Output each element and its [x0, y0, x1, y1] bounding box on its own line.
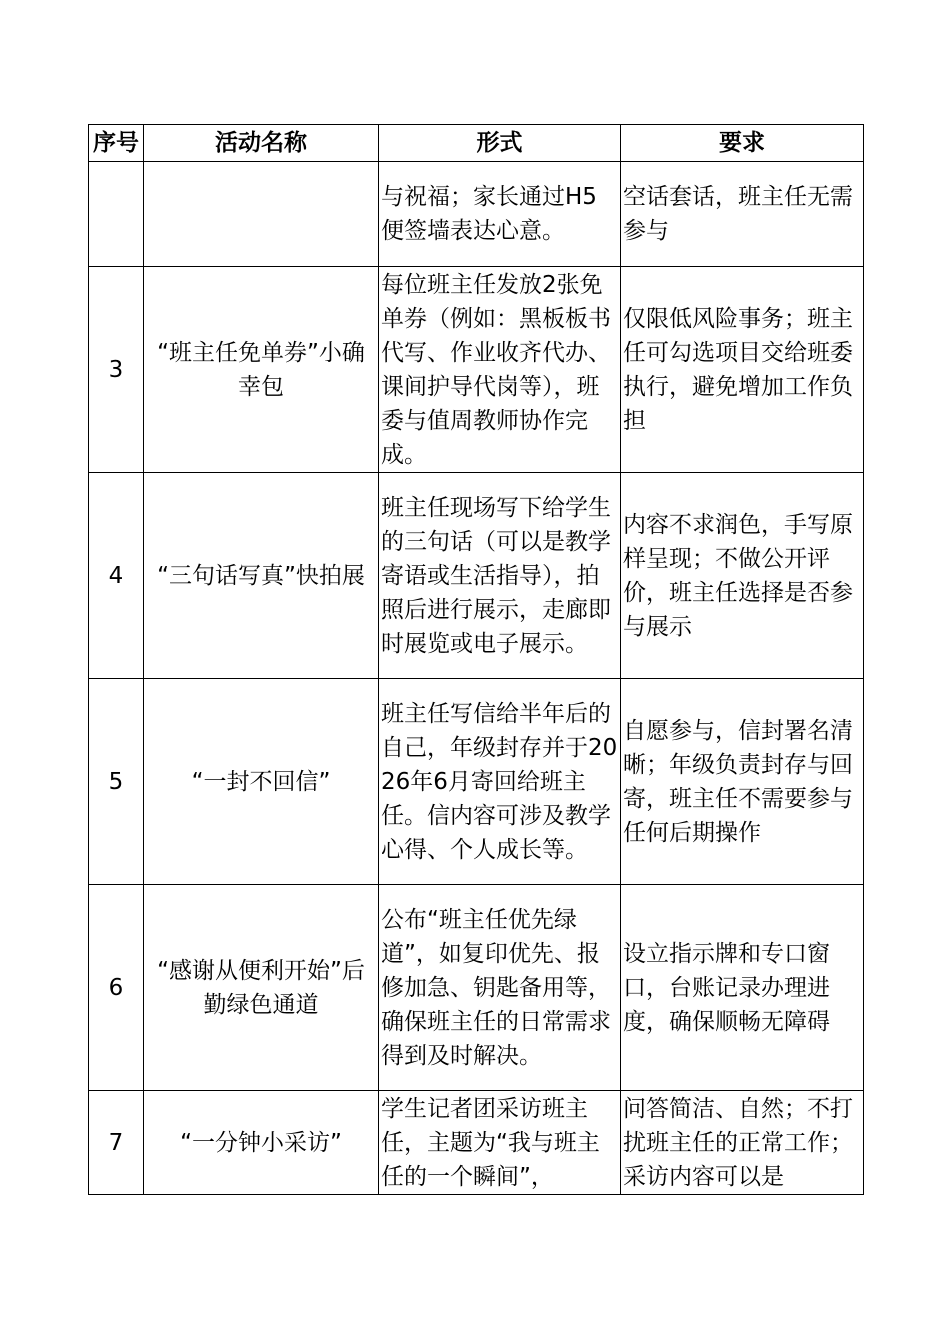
- row-name: “三句话写真”快拍展: [144, 473, 379, 679]
- row-form: 公布“班主任优先绿道”，如复印优先、报修加急、钥匙备用等，确保班主任的日常需求得到及时解决。: [379, 885, 621, 1091]
- row-form: 班主任现场写下给学生的三句话（可以是教学寄语或生活指导），拍照后进行展示，走廊即时展览或电子展示。: [379, 473, 621, 679]
- header-num: 序号: [89, 125, 144, 162]
- table-header-row: [89, 125, 864, 162]
- row-form: 班主任写信给半年后的自己，年级封存并于2026年6月寄回给班主任。信内容可涉及教学心得、个人成长等。: [379, 679, 621, 885]
- header-form: 形式: [379, 125, 621, 162]
- row-requirement: 设立指示牌和专口窗口，台账记录办理进度，确保顺畅无障碍: [621, 885, 864, 1091]
- row-num: 3: [89, 267, 144, 473]
- header-requirement: 要求: [621, 125, 864, 162]
- row-num: 7: [89, 1091, 144, 1195]
- row-num: 5: [89, 679, 144, 885]
- row-requirement: 内容不求润色，手写原样呈现；不做公开评价，班主任选择是否参与展示: [621, 473, 864, 679]
- table-row: [89, 162, 864, 267]
- table-row: [89, 885, 864, 1091]
- table-row: [89, 1091, 864, 1195]
- table-row: [89, 473, 864, 679]
- activity-table: [88, 124, 864, 1195]
- row-requirement: 仅限低风险事务；班主任可勾选项目交给班委执行，避免增加工作负担: [621, 267, 864, 473]
- table-row: [89, 267, 864, 473]
- table-row: [89, 679, 864, 885]
- row-num: [89, 162, 144, 267]
- row-form: 每位班主任发放2张免单券（例如：黑板板书代写、作业收齐代办、课间护导代岗等），班委与值周教师协作完成。: [379, 267, 621, 473]
- row-name: “班主任免单券”小确幸包: [144, 267, 379, 473]
- row-num: 6: [89, 885, 144, 1091]
- row-requirement: 自愿参与，信封署名清晰；年级负责封存与回寄，班主任不需要参与任何后期操作: [621, 679, 864, 885]
- row-name: “感谢从便利开始”后勤绿色通道: [144, 885, 379, 1091]
- row-requirement: 问答简洁、自然；不打扰班主任的正常工作；采访内容可以是: [621, 1091, 864, 1195]
- row-name: “一封不回信”: [144, 679, 379, 885]
- row-form: 学生记者团采访班主任，主题为“我与班主任的一个瞬间”，: [379, 1091, 621, 1195]
- header-name: 活动名称: [144, 125, 379, 162]
- row-name: [144, 162, 379, 267]
- row-requirement: 空话套话，班主任无需参与: [621, 162, 864, 267]
- row-form: 与祝福；家长通过H5便签墙表达心意。: [379, 162, 621, 267]
- row-num: 4: [89, 473, 144, 679]
- row-name: “一分钟小采访”: [144, 1091, 379, 1195]
